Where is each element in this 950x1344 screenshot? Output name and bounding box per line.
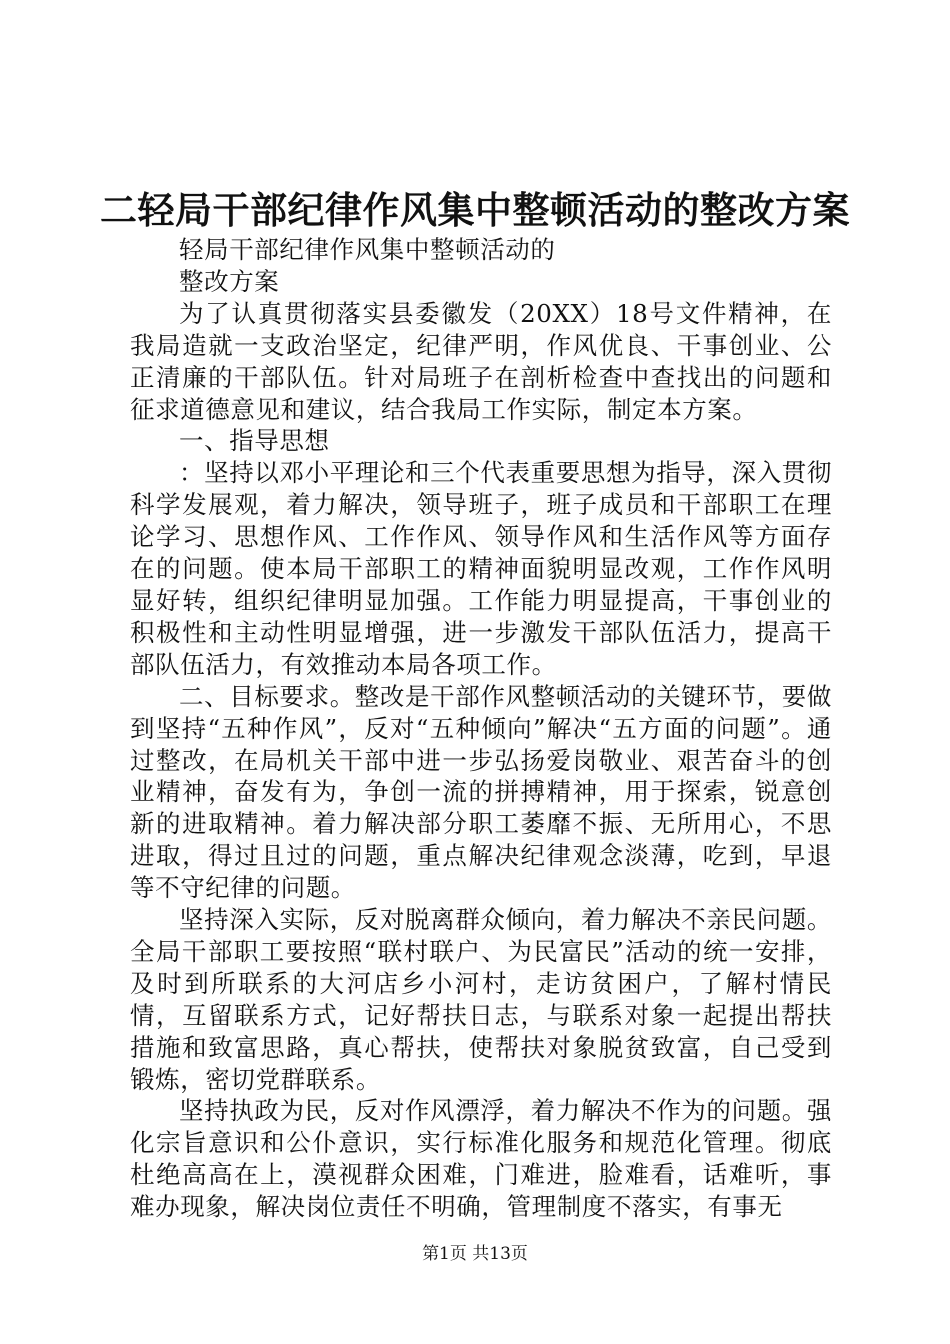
subtitle-line-2: 整改方案 <box>179 266 280 296</box>
serve-people-paragraph: 坚持执政为民，反对作风漂浮，着力解决不作为的问题。强化宗旨意识和公仆意识，实行标准化服务和规范化管理。彻底杜绝高高在上，漠视群众困难，门难进，脸难看，话难听，事难办现象，解决岗位责任不明确，管理制度不落实，有事无 <box>130 1096 832 1222</box>
document-body <box>130 234 832 1223</box>
goals-requirements-paragraph: 二、目标要求。整改是干部作风整顿活动的关键环节，要做到坚持“五种作风”，反对“五种倾向”解决“五方面的问题”。通过整改，在局机关干部中进一步弘扬爱岗敬业、艰苦奋斗的创业精神，奋发有为，争创一流的拼搏精神，用于探索，锐意创新的进取精神。着力解决部分职工萎靡不振、无所用心，不思进取，得过且过的问题，重点解决纪律观念淡薄，吃到，早退等不守纪律的问题。 <box>130 681 832 903</box>
grassroots-paragraph: 坚持深入实际，反对脱离群众倾向，着力解决不亲民问题。全局干部职工要按照“联村联户、为民富民”活动的统一安排，及时到所联系的大河店乡小河村，走访贫困户，了解村情民情，互留联系方式，记好帮扶日志，与联系对象一起提出帮扶措施和致富思路，真心帮扶，使帮扶对象脱贫致富，自己受到锻炼，密切党群联系。 <box>130 905 832 1094</box>
document-title: 二轻局干部纪律作风集中整顿活动的整改方案 <box>100 188 850 232</box>
page-number-footer: 第1页 共13页 <box>422 1244 528 1264</box>
intro-paragraph: 为了认真贯彻落实县委徽发（20XX）18号文件精神，在我局造就一支政治坚定，纪律严明，作风优良、干事创业、公正清廉的干部队伍。针对局班子在剖析检查中查找出的问题和征求道德意见和建议，结合我局工作实际，制定本方案。 <box>130 298 832 424</box>
guiding-ideology-paragraph: ：坚持以邓小平理论和三个代表重要思想为指导，深入贯彻科学发展观，着力解决，领导班子，班子成员和干部职工在理论学习、思想作风、工作作风、领导作风和生活作风等方面存在的问题。使本局干部职工的精神面貌明显改观，工作作风明显好转，组织纪律明显加强。工作能力明显提高，干事创业的积极性和主动性明显增强，进一步激发干部队伍活力，提高干部队伍活力，有效推动本局各项工作。 <box>130 458 832 679</box>
section-heading-guiding-ideology: 一、指导思想 <box>179 426 330 456</box>
subtitle-line-1: 轻局干部纪律作风集中整顿活动的 <box>179 235 556 264</box>
